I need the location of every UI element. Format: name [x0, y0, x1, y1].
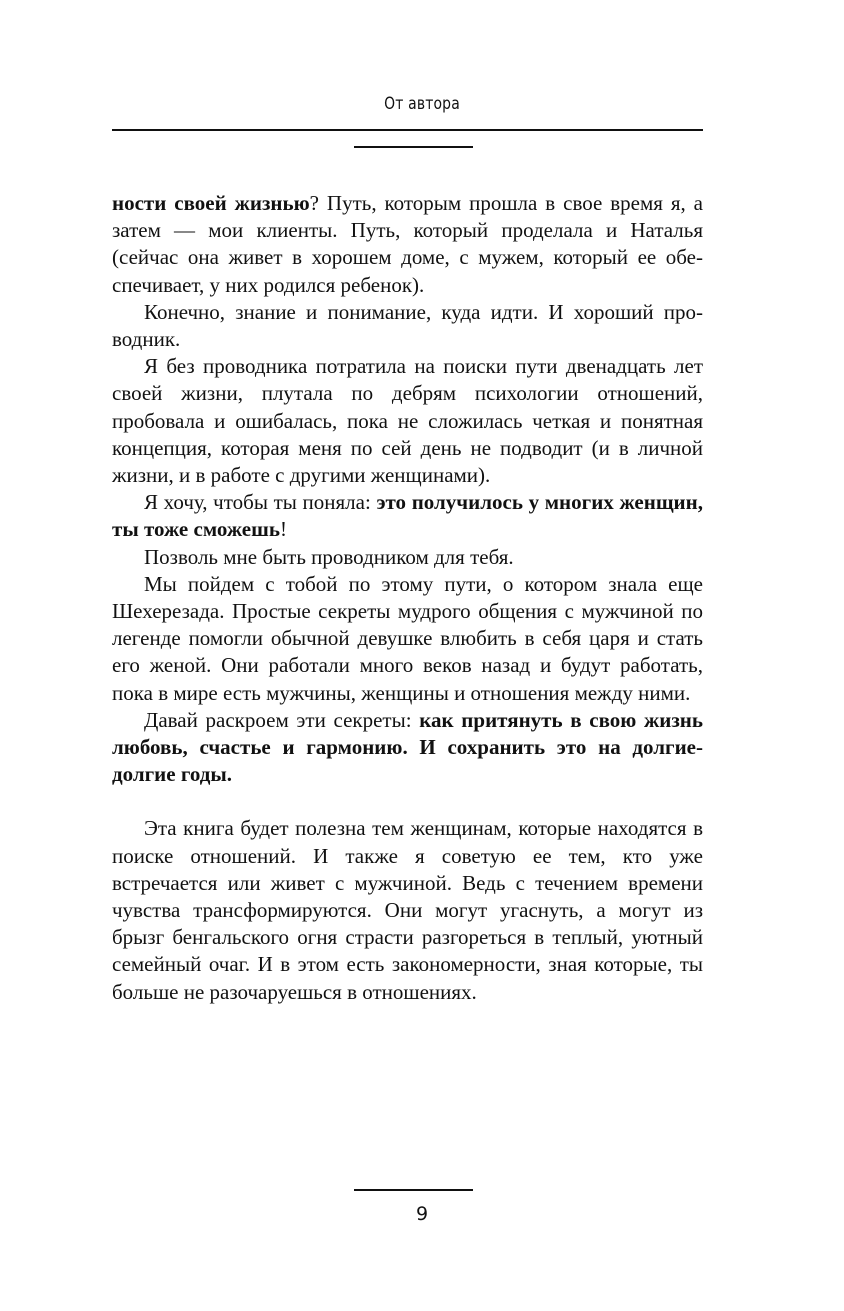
- body-text: [112, 190, 703, 1006]
- text-segment: Конечно, знание и понимание, куда идти. И хороший проводник.: [112, 299, 703, 352]
- bold-text: как притянуть в свою жизнь любовь, счастье и гармонию. И сохранить это на долгие-долгие годы.: [112, 707, 703, 787]
- paragraph-3: [112, 353, 703, 489]
- text-segment: Мы пойдем с тобой по этому пути, о котором знала еще Шехерезада. Простые секреты мудрого общения с мужчиной по легенде помогли обычной девушке влюбить в себя царя и стать его женой. Они работали много веков назад и будут работать, пока в мире есть мужчины, женщины и отношения между ними.: [112, 571, 703, 705]
- text-segment: Эта книга будет полезна тем женщинам, которые находятся в поиске отношений. И также я советую ее тем, кто уже встречается или живет с мужчиной. Ведь с течением времени чувства трансформируются. Они могут угаснуть, а могут из брызг бенгальского огня страсти разгореться в теплый, уютный семейный очаг. И в этом есть закономерности, зная которые, ты больше не разочаруешься в отношениях.: [112, 816, 703, 1004]
- text-segment: Давай раскроем эти секреты:: [144, 707, 420, 732]
- paragraph-4: [112, 489, 703, 543]
- paragraph-1: [112, 190, 703, 299]
- text-segment: Я хочу, чтобы ты поняла:: [144, 490, 377, 515]
- paragraph-5: [112, 544, 703, 571]
- paragraph-8: [112, 815, 703, 1005]
- bold-text: ности своей жизнью: [112, 191, 310, 215]
- bold-text: это получилось у многих женщин, ты тоже сможешь: [112, 490, 703, 542]
- footer-rule: [354, 1189, 473, 1191]
- header-rule-short: [354, 146, 473, 148]
- text-segment: Позволь мне быть проводником для тебя.: [144, 544, 514, 569]
- paragraph-7: [112, 707, 703, 789]
- paragraph-2: [112, 299, 703, 353]
- text-segment: !: [279, 517, 287, 542]
- header-title: От автора: [384, 94, 460, 114]
- header-rule-long: [112, 129, 703, 131]
- text-segment: ? Путь, которым прошла в свое время я, а затем — мои клиенты. Путь, который проделала и Наталья (сейчас она живет в хорошем доме, с мужем, который ее обеспечивает, у них родился ребенок).: [112, 191, 704, 297]
- paragraph-6: [112, 571, 703, 707]
- page-number: 9: [415, 1203, 429, 1225]
- text-segment: Я без проводника потратила на поиски пути двенадцать лет своей жизни, плутала по дебрям психологии отношений, пробовала и ошибалась, пока не сложилась четкая и понятная концепция, которая меня по сей день не подводит (и в личной жизни, и в работе с другими женщинами).: [112, 354, 703, 488]
